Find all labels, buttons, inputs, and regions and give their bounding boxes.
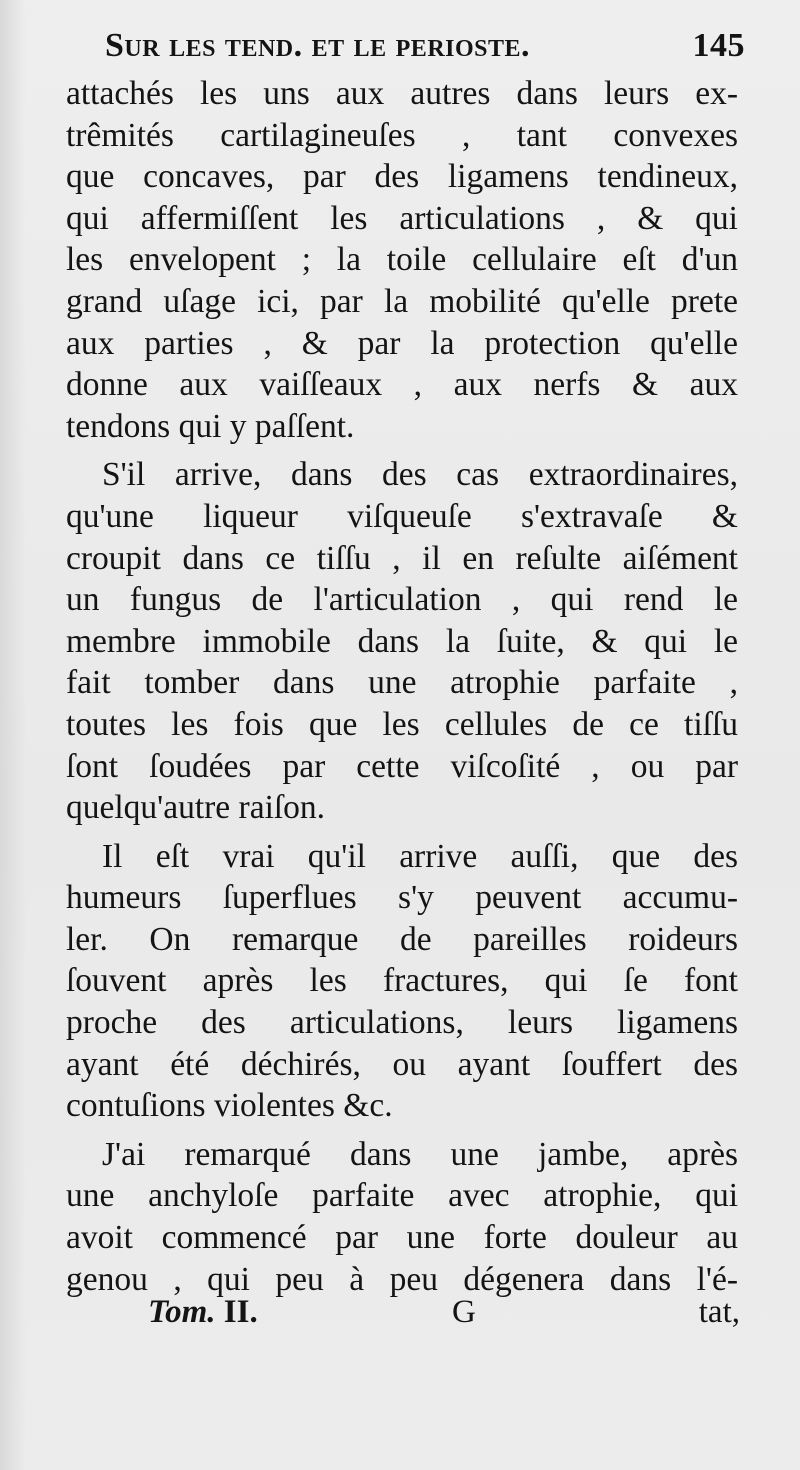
text-line: S'il arrive, dans des cas extraordinaires,	[102, 456, 738, 494]
text-line: membre immobile dans la ſuite, & qui le	[66, 622, 738, 660]
text-line: Il eſt vrai qu'il arrive auſſi, que des	[102, 837, 738, 875]
running-head: Sur les tend. et le perioste.	[105, 27, 531, 64]
text-line: qu'une liqueur viſqueuſe s'extravaſe &	[66, 497, 738, 535]
volume-mark	[148, 1290, 258, 1334]
text-line: grand uſage ici, par la mobilité qu'elle prete	[66, 282, 738, 320]
text-line: qui affermiſſent les articulations , & qui	[66, 199, 738, 237]
text-line: ſouvent après les fractures, qui ſe font	[66, 962, 738, 1000]
paragraph-gap	[66, 1127, 738, 1134]
text-line: attachés les uns aux autres dans leurs ex-	[66, 75, 738, 112]
page-footer	[140, 1290, 740, 1334]
text-line: ſont ſoudées par cette viſcoſité , ou par	[66, 747, 738, 785]
text-line: humeurs ſuperflues s'y peuvent accumu-	[66, 879, 738, 917]
paragraph-4	[66, 1134, 738, 1300]
volume-label: Tom.	[148, 1294, 216, 1330]
text-line: tendons qui y paſſent.	[66, 407, 355, 445]
text-line: une anchyloſe parfaite avec atrophie, qui	[66, 1177, 738, 1215]
text-line: donne aux vaiſſeaux , aux nerfs & aux	[66, 366, 738, 404]
text-line: ayant été déchirés, ou ayant ſouffert des	[66, 1045, 738, 1083]
text-line: contuſions violentes &c.	[66, 1087, 393, 1125]
text-line: fait tomber dans une atrophie parfaite ,	[66, 664, 738, 702]
text-line: trêmités cartilagineuſes , tant convexes	[66, 116, 738, 154]
paragraph-2	[66, 454, 738, 828]
text-line: que concaves, par des ligamens tendineux,	[66, 158, 738, 196]
page-gutter-shadow	[0, 0, 26, 1470]
text-line: croupit dans ce tiſſu , il en reſulte aiſément	[66, 539, 738, 577]
paragraph-1	[66, 73, 738, 447]
text-line: J'ai remarqué dans une jambe, après	[102, 1135, 738, 1173]
page-header	[105, 22, 745, 70]
text-line: quelqu'autre raiſon.	[66, 789, 326, 827]
page-number: 145	[692, 27, 745, 64]
catchword: tat,	[698, 1294, 740, 1330]
text-line: aux parties , & par la protection qu'elle	[66, 324, 738, 362]
signature-mark: G	[452, 1294, 476, 1330]
text-line: avoit commencé par une forte douleur au	[66, 1219, 738, 1257]
volume-number: II.	[223, 1294, 258, 1330]
paragraph-3	[66, 836, 738, 1127]
text-line: proche des articulations, leurs ligamens	[66, 1004, 738, 1042]
text-line: toutes les fois que les cellules de ce tiſſu	[66, 705, 738, 743]
text-line: les envelopent ; la toile cellulaire eſt d'un	[66, 241, 738, 279]
paragraph-gap	[66, 829, 738, 836]
paragraph-gap	[66, 447, 738, 454]
text-line: ler. On remarque de pareilles roideurs	[66, 920, 738, 958]
text-line: un fungus de l'articulation , qui rend le	[66, 581, 738, 619]
text-line: genou , qui peu à peu dégenera dans l'é-	[66, 1260, 738, 1298]
body-text	[66, 73, 738, 1300]
